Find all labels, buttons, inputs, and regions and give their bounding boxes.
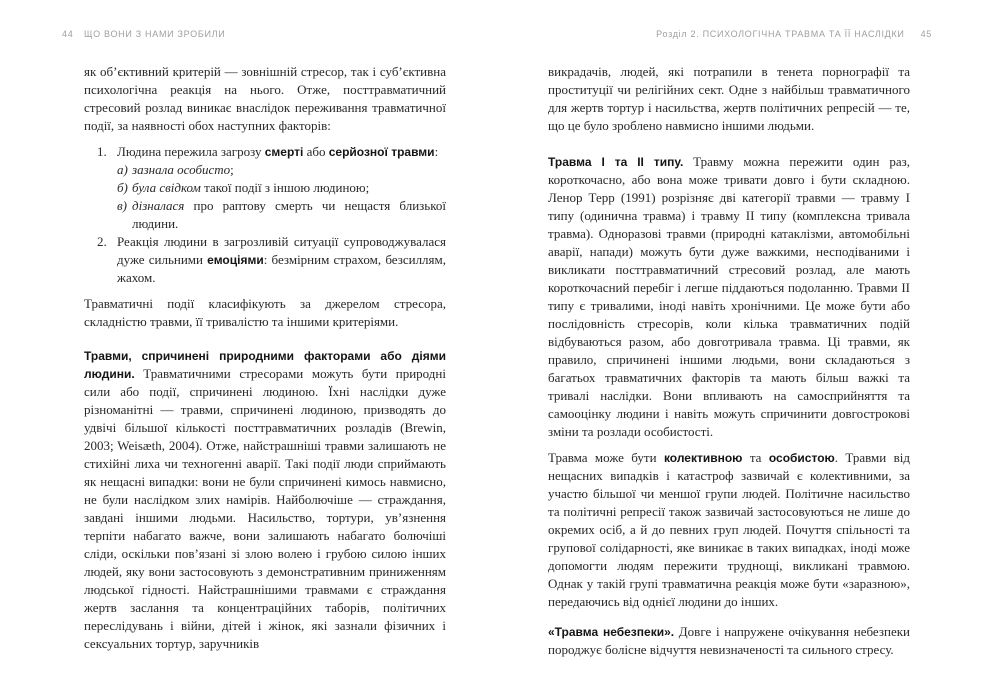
right-page-body xyxy=(548,63,910,659)
list-item-2 xyxy=(84,233,446,287)
page-number-left: 44 xyxy=(62,29,74,39)
list-marker-1: 1. xyxy=(97,144,107,159)
type-1-2-paragraph: Травма І та ІІ типу. Травму можна пережити один раз, короткочасно, або вона може тривати довго і бути складною. Ленор Терр (1991) розрізняє дві категорії травми — травму І типу (одинична травма) і травму ІІ типу (комплексна тривала травма). Одноразові травми (природні катаклізми, автомобільні аварії, напади) можуть бути дуже важкими, несподіваними і викликати посттравматичний стресовий розлад, але мають короткочасний перебіг і легше піддаються подоланню. Травми ІІ типу є тривалими, іноді навіть хронічними. Це може бути або послідовність стресорів, коли кілька травматичних подій відбуваються разом, або довготривала травма. Ці травми, як правило, спричинені іншими людьми, вони складаються з багатьох травматичних факторів та мають більш важкі та тривалі наслідки. Вони впливають на самосприйняття та самооцінку людини і навіть можуть спричинити довгострокові зміни та розлади особистості. xyxy=(548,154,910,439)
list-subitem-v-text: дізналася про раптову смерть чи нещастя близької людини. xyxy=(132,198,446,231)
list-item-2-text: Реакція людини в загрозливій ситуації супроводжувалася дуже сильними емоціями: безмірним страхом, безсиллям, жахом. xyxy=(117,234,446,285)
collective-personal-paragraph: Травма може бути колективною та особистою. Травми від нещасних випадків і катастроф зазвичай є колективними, за участю більшої чи меншої групи людей. Політичне насильство та політичні репресії також зазвичай застосовуються не лише до окремих осіб, а й до певних груп людей. Почуття спільності та групової солідарності, яке виникає в таких випадках, іноді може допомогти людям пережити труднощі, викликані травмою. Однак у такій групі травматична реакція може бути «заразною», передаючись від однієї людини до інших. xyxy=(548,450,910,609)
list-submarker-b: б) xyxy=(117,180,128,195)
list-subitem-a xyxy=(84,161,446,179)
classification-paragraph: Травматичні події класифікують за джерелом стресора, складністю травми, її тривалістю та іншими критеріями. xyxy=(84,296,446,329)
list-subitem-a-text: зазнала особисто; xyxy=(132,162,234,177)
danger-trauma-paragraph: «Травма небезпеки». Довге і напружене очікування небезпеки породжує болісне відчуття невизначеності та сильного стресу. xyxy=(548,624,910,657)
running-header-right xyxy=(548,29,932,39)
list-subitem-b-text: була свідком такої події з іншою людиною; xyxy=(132,180,370,195)
list-item-1 xyxy=(84,143,446,161)
left-page-body xyxy=(84,63,446,653)
list-submarker-v: в) xyxy=(117,198,127,213)
list-subitem-v xyxy=(84,197,446,233)
nature-human-paragraph: Травми, спричинені природними факторами або діями людини. Травматичними стресорами можуть бути природні сили або події, спричинені людиною. Їхні наслідки дуже різноманітні — травми, спричинені людиною, призводять до удвічі більшої кількості посттравматичних розладів (Brewin, 2003; Weisæth, 2004). Отже, найстрашніші травми залишають не стихійні лиха чи техногенні аварії. Такі події люди сприймають як нещасні випадки: вони не були спричинені кимось навмисно, не були наслідком злих намірів. Найболючіше — страждання, завдані іншими людьми. Насильство, тортури, ув’язнення терпіти набагато важче, вони залишають набагато болючіші сліди, оскільки пов’язані зі злою волею і грубою силою інших людей, яку вони застосовують з демонстративним приниженням людської гідності. Найстрашнішими травмами є страждання жертв заслання та концентраційних таборів, політичних переслідувань і війни, дітей і жінок, які зазнали фізичних і сексуальних тортур, заручників xyxy=(84,349,446,651)
list-item-1-text: Людина пережила загрозу смерті або серйозної травми: xyxy=(117,144,439,159)
continuation-paragraph: викрадачів, людей, які потрапили в тенета порнографії та проституції чи релігійних сект. Одне з найбільш травматичного для жертв тортур і насильства, жертв політичних репресій — те, що це було зроблено навмисно іншими людьми. xyxy=(548,64,910,133)
list-marker-2: 2. xyxy=(97,234,107,249)
list-subitem-b xyxy=(84,179,446,197)
intro-paragraph: як об’єктивний критерій — зовнішній стресор, так і суб’єктивна психологічна реакція на нього. Отже, посттравматичний стресовий розлад виникає внаслідок переживання травматичної події, за наявності обох наступних факторів: xyxy=(84,64,446,133)
running-header-left xyxy=(62,29,225,39)
trauma-criteria-list xyxy=(84,143,446,287)
running-title-right: Розділ 2. ПСИХОЛОГІЧНА ТРАВМА ТА ЇЇ НАСЛІДКИ xyxy=(656,29,905,39)
list-submarker-a: а) xyxy=(117,162,128,177)
page-number-right: 45 xyxy=(920,29,932,39)
running-title-left: ЩО ВОНИ З НАМИ ЗРОБИЛИ xyxy=(84,29,226,39)
